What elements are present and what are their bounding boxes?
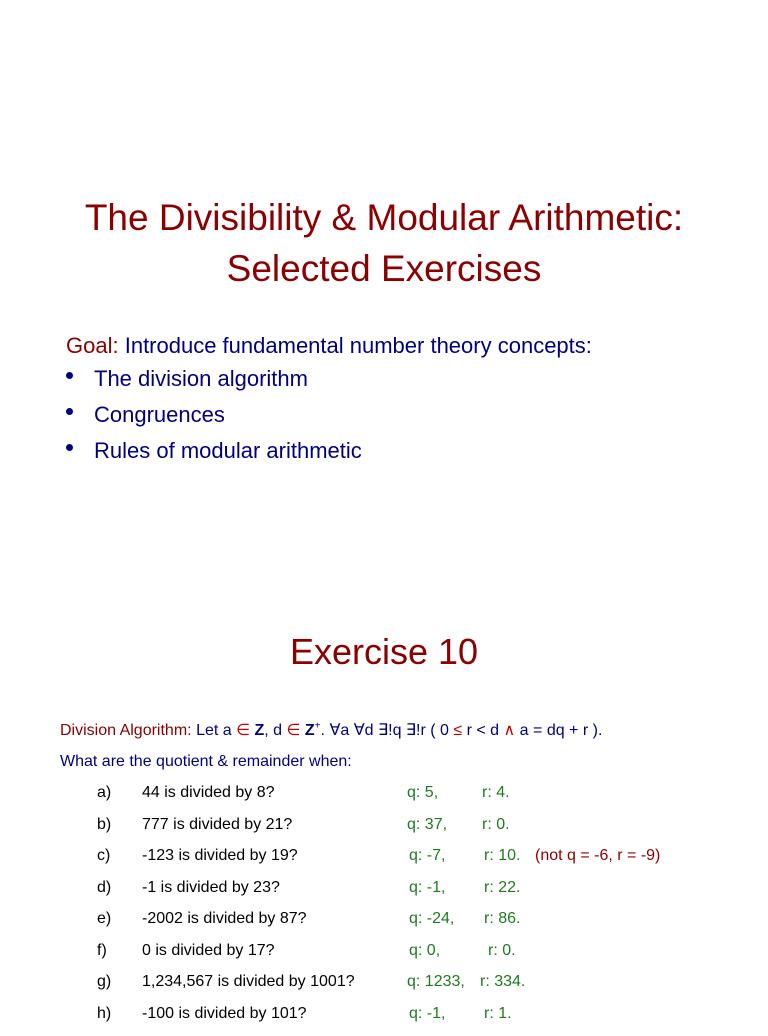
- row-quotient: q: -7,: [409, 847, 445, 865]
- row-remainder: r: 4.: [482, 784, 510, 802]
- bullet-dot-icon: [66, 372, 73, 379]
- def-quantifiers: . ∀a ∀d ∃!q ∃!r ( 0: [321, 722, 449, 739]
- row-remainder: r: 1.: [484, 1005, 512, 1023]
- bullet-text: Rules of modular arithmetic: [94, 438, 362, 464]
- row-label: e): [97, 910, 111, 928]
- row-quotient: q: 1233,: [407, 973, 465, 991]
- goal-label: Goal:: [66, 333, 119, 358]
- row-quotient: q: 5,: [407, 784, 438, 802]
- exercise-row: [0, 847, 768, 879]
- row-quotient: q: 0,: [409, 942, 440, 960]
- exercise-row: [0, 816, 768, 848]
- def-equation: a = dq + r ).: [515, 722, 602, 739]
- exercise-title: Exercise 10: [0, 630, 768, 674]
- def-let: Let a: [196, 722, 232, 739]
- row-remainder: r: 334.: [480, 973, 525, 991]
- row-note: (not q = -6, r = -9): [535, 847, 660, 865]
- logical-and-symbol: ∧: [504, 722, 516, 739]
- division-algorithm-definition: [60, 720, 602, 740]
- row-question: -123 is divided by 19?: [142, 847, 298, 865]
- question-prompt: What are the quotient & remainder when:: [60, 753, 352, 771]
- def-d: , d: [264, 722, 282, 739]
- exercise-row: [0, 879, 768, 911]
- goal-text: Introduce fundamental number theory concepts:: [125, 333, 592, 358]
- bullet-dot-icon: [66, 444, 73, 451]
- exercise-row: [0, 973, 768, 1005]
- row-question: -100 is divided by 101?: [142, 1005, 307, 1023]
- title-line-2: Selected Exercises: [0, 244, 768, 294]
- row-remainder: r: 10.: [484, 847, 520, 865]
- row-label: f): [97, 942, 107, 960]
- row-label: b): [97, 816, 111, 834]
- plus-superscript: +: [315, 721, 321, 732]
- row-question: -1 is divided by 23?: [142, 879, 280, 897]
- row-label: d): [97, 879, 111, 897]
- row-question: -2002 is divided by 87?: [142, 910, 307, 928]
- bullet-text: Congruences: [94, 402, 225, 428]
- row-quotient: q: -24,: [409, 910, 454, 928]
- row-quotient: q: -1,: [409, 1005, 445, 1023]
- title-line-1: The Divisibility & Modular Arithmetic:: [0, 193, 768, 243]
- row-question: 44 is divided by 8?: [142, 784, 275, 802]
- bullet-text: The division algorithm: [94, 366, 308, 392]
- row-quotient: q: -1,: [409, 879, 445, 897]
- positive-integers-symbol: Z: [305, 722, 315, 739]
- goal-line: [66, 333, 592, 359]
- bullet-dot-icon: [66, 408, 73, 415]
- row-question: 0 is divided by 17?: [142, 942, 275, 960]
- row-label: g): [97, 973, 111, 991]
- row-label: a): [97, 784, 111, 802]
- row-remainder: r: 0.: [482, 816, 510, 834]
- row-quotient: q: 37,: [407, 816, 447, 834]
- row-remainder: r: 86.: [484, 910, 520, 928]
- definition-label: Division Algorithm:: [60, 722, 192, 739]
- definition-body: [196, 722, 602, 739]
- exercise-row: [0, 942, 768, 974]
- exercise-row: [0, 910, 768, 942]
- row-remainder: r: 22.: [484, 879, 520, 897]
- element-of-symbol: ∈: [236, 722, 250, 739]
- slide-exercise: [0, 590, 768, 1024]
- def-r-less-d: r < d: [462, 722, 499, 739]
- row-label: h): [97, 1005, 111, 1023]
- row-question: 1,234,567 is divided by 1001?: [142, 973, 355, 991]
- less-equal-symbol: ≤: [453, 722, 462, 739]
- exercise-row: [0, 784, 768, 816]
- row-question: 777 is divided by 21?: [142, 816, 292, 834]
- row-remainder: r: 0.: [488, 942, 516, 960]
- integers-symbol: Z: [255, 722, 265, 739]
- row-label: c): [97, 847, 110, 865]
- element-of-symbol: ∈: [287, 722, 301, 739]
- exercise-list: [0, 784, 768, 1036]
- exercise-row: [0, 1005, 768, 1036]
